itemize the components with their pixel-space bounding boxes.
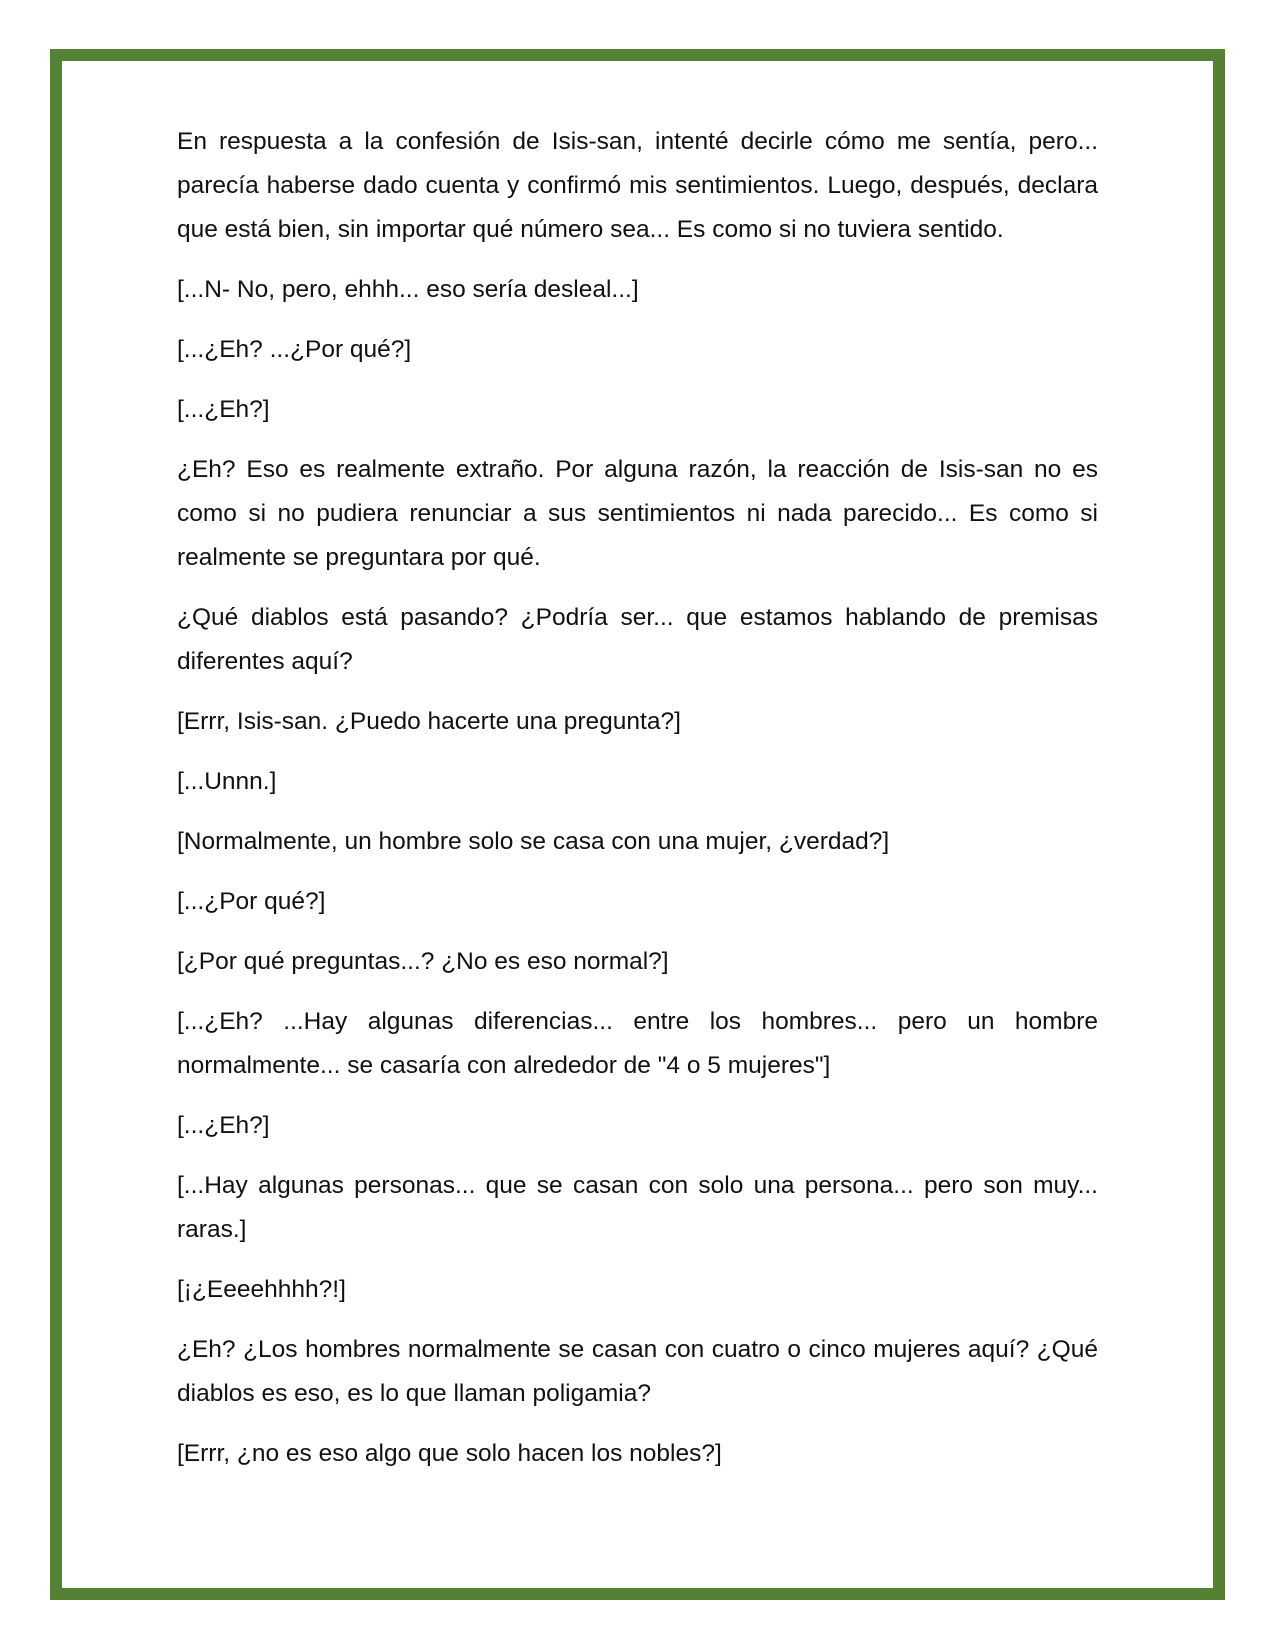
narration-paragraph: ¿Eh? Eso es realmente extraño. Por alguna razón, la reacción de Isis-san no es como si no pudiera renunciar a sus sentimientos ni nada parecido... Es como si realmente se preguntara por qué. (177, 456, 1098, 571)
dialogue-line: [...¿Eh? ...¿Por qué?] (177, 336, 412, 363)
dialogue-line: [Errr, ¿no es eso algo que solo hacen los nobles?] (177, 1440, 722, 1467)
dialogue-line: [Errr, Isis-san. ¿Puedo hacerte una pregunta?] (177, 708, 681, 735)
dialogue-line: [...¿Por qué?] (177, 888, 326, 915)
dialogue-line: [...¿Eh?] (177, 1112, 270, 1139)
dialogue-line: [¡¿Eeeehhhh?!] (177, 1276, 346, 1303)
narration-paragraph: En respuesta a la confesión de Isis-san, intenté decirle cómo me sentía, pero... parecía haberse dado cuenta y confirmó mis sentimientos. Luego, después, declara que está bien, sin importar qué número sea... Es como si no tuviera sentido. (177, 128, 1098, 243)
dialogue-line: [...Hay algunas personas... que se casan con solo una persona... pero son muy... raras.] (177, 1172, 1098, 1243)
dialogue-line: [...Unnn.] (177, 768, 277, 795)
dialogue-line: [...N- No, pero, ehhh... eso sería desleal...] (177, 276, 639, 303)
dialogue-line: [...¿Eh? ...Hay algunas diferencias... entre los hombres... pero un hombre normalmente... se casaría con alrededor de "4 o 5 mujeres"] (177, 1008, 1098, 1079)
dialogue-line: [¿Por qué preguntas...? ¿No es eso normal?] (177, 948, 669, 975)
narration-paragraph: ¿Qué diablos está pasando? ¿Podría ser... que estamos hablando de premisas diferentes aquí? (177, 604, 1098, 675)
document-text-body (177, 120, 1098, 1492)
dialogue-line: [Normalmente, un hombre solo se casa con una mujer, ¿verdad?] (177, 828, 890, 855)
dialogue-line: [...¿Eh?] (177, 396, 270, 423)
narration-paragraph: ¿Eh? ¿Los hombres normalmente se casan con cuatro o cinco mujeres aquí? ¿Qué diablos es eso, es lo que llaman poligamia? (177, 1336, 1098, 1407)
